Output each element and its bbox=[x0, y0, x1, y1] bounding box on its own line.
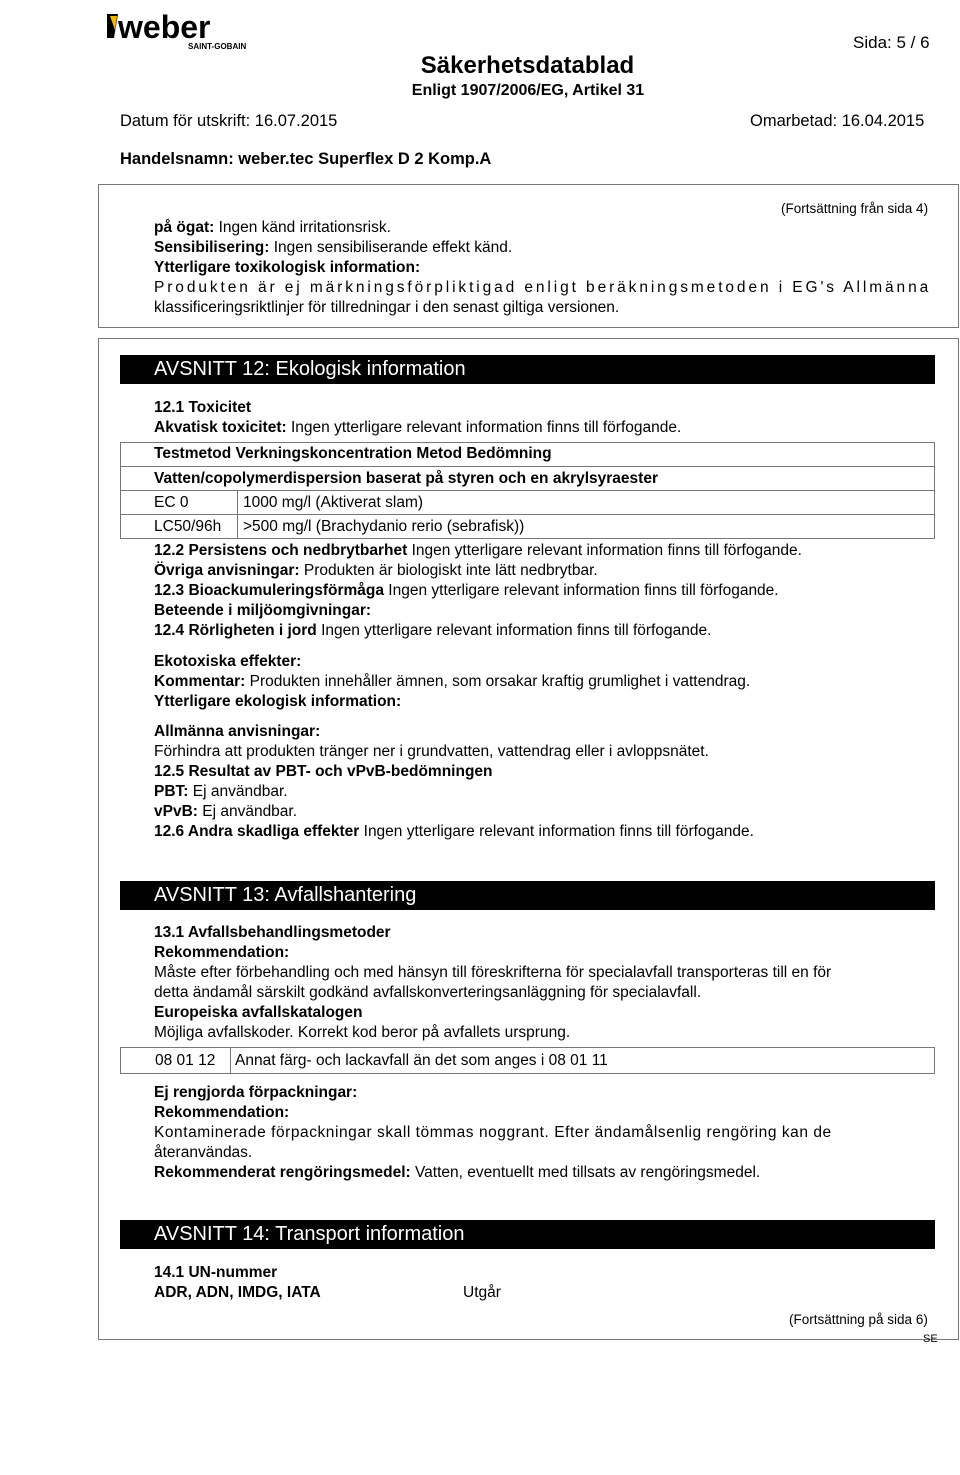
other-text: Produkten är biologiskt inte lätt nedbrytbar. bbox=[299, 562, 598, 579]
behaviour-label: Beteende i miljöomgivningar: bbox=[154, 602, 372, 619]
eye-label: på ögat: bbox=[154, 219, 215, 236]
test-method: EC 0 bbox=[121, 491, 238, 515]
sens-text: Ingen sensibiliserande effekt känd. bbox=[269, 239, 513, 256]
s12-4-text: Ingen ytterligare relevant information finns till förfogande. bbox=[316, 622, 712, 639]
pbt bbox=[154, 783, 288, 801]
test-value: >500 mg/l (Brachydanio rerio (sebrafisk)) bbox=[238, 515, 935, 539]
brand-sub-text: SAINT-GOBAIN bbox=[188, 42, 247, 51]
s14-1-heading: 14.1 UN-nummer bbox=[154, 1264, 278, 1281]
persistence bbox=[154, 542, 802, 560]
catalog-label: Europeiska avfallskatalogen bbox=[154, 1004, 363, 1021]
eye-effect bbox=[154, 219, 391, 237]
waste-description: Annat färg- och lackavfall än det som anges i 08 01 11 bbox=[231, 1048, 935, 1074]
document-title: Säkerhetsdatablad bbox=[420, 52, 635, 79]
pbt-label: PBT: bbox=[154, 783, 189, 800]
recommendation-line2: detta ändamål särskilt godkänd avfallskonverteringsanläggning för specialavfall. bbox=[154, 984, 702, 1001]
cleaning-agent bbox=[154, 1164, 760, 1182]
more-eco-label: Ytterligare ekologisk information: bbox=[154, 693, 402, 710]
trade-name: Handelsnamn: weber.tec Superflex D 2 Komp.A bbox=[120, 150, 492, 168]
continued-on-note: (Fortsättning på sida 6) bbox=[789, 1312, 928, 1327]
s12-3-label: 12.3 Bioackumuleringsförmåga bbox=[154, 582, 384, 599]
s12-2-label: 12.2 Persistens och nedbrytbarhet bbox=[154, 542, 408, 559]
section-13-heading: AVSNITT 13: Avfallshantering bbox=[120, 881, 935, 910]
recommendation2-line2: återanvändas. bbox=[154, 1144, 253, 1161]
s12-6-text: Ingen ytterligare relevant information finns till förfogande. bbox=[359, 823, 754, 840]
comment bbox=[154, 673, 750, 691]
other-notes bbox=[154, 562, 598, 580]
general-text: Förhindra att produkten tränger ner i grundvatten, vattendrag eller i avloppsnätet. bbox=[154, 743, 709, 760]
pbt-text: Ej användbar. bbox=[188, 783, 288, 800]
tox-info-line1: Produkten är ej märkningsförpliktigad enligt beräkningsmetoden i EG's Allmänna bbox=[154, 279, 932, 296]
test-method: LC50/96h bbox=[121, 515, 238, 539]
test-value: 1000 mg/l (Aktiverat slam) bbox=[238, 491, 935, 515]
print-date: Datum för utskrift: 16.07.2015 bbox=[120, 112, 338, 130]
weber-logo bbox=[104, 8, 254, 52]
recommendation-line1: Måste efter förbehandling och med hänsyn till föreskrifterna för specialavfall transporteras till en för bbox=[154, 964, 832, 981]
recommendation2-label: Rekommendation: bbox=[154, 1104, 290, 1121]
cleaning-text: Vatten, eventuellt med tillsats av rengöringsmedel. bbox=[410, 1164, 761, 1181]
tox-info-line2: klassificeringsriktlinjer för tillredningar i den senast giltiga versionen. bbox=[154, 299, 620, 316]
cleaning-label: Rekommenderat rengöringsmedel: bbox=[154, 1164, 411, 1181]
waste-code-table bbox=[120, 1047, 935, 1074]
adr-label: ADR, ADN, IMDG, IATA bbox=[154, 1284, 321, 1301]
s12-2-text: Ingen ytterligare relevant information finns till förfogande. bbox=[407, 542, 802, 559]
document-subtitle: Enligt 1907/2006/EG, Artikel 31 bbox=[411, 82, 645, 99]
vpvb-label: vPvB: bbox=[154, 803, 198, 820]
comment-text: Produkten innehåller ämnen, som orsakar kraftig grumlighet i vattendrag. bbox=[245, 673, 751, 690]
substance-name: Vatten/copolymerdispersion baserat på styren och en akrylsyraester bbox=[121, 467, 935, 491]
revision-date: Omarbetad: 16.04.2015 bbox=[750, 112, 925, 130]
s12-5-heading: 12.5 Resultat av PBT- och vPvB-bedömningen bbox=[154, 763, 493, 780]
sens-label: Sensibilisering: bbox=[154, 239, 270, 256]
continued-from-note: (Fortsättning från sida 4) bbox=[781, 201, 929, 216]
soil-mobility bbox=[154, 622, 711, 640]
sensitisation bbox=[154, 239, 512, 257]
comment-label: Kommentar: bbox=[154, 673, 246, 690]
aquatic-label: Akvatisk toxicitet: bbox=[154, 419, 287, 436]
table-row bbox=[121, 491, 935, 515]
recommendation2-line1: Kontaminerade förpackningar skall tömmas noggrant. Efter ändamålsenlig rengöring kan de bbox=[154, 1124, 832, 1141]
waste-code: 08 01 12 bbox=[121, 1048, 231, 1074]
table-row bbox=[121, 515, 935, 539]
eye-text: Ingen känd irritationsrisk. bbox=[214, 219, 391, 236]
s12-1-heading: 12.1 Toxicitet bbox=[154, 399, 252, 416]
other-label: Övriga anvisningar: bbox=[154, 562, 300, 579]
catalog-text: Möjliga avfallskoder. Korrekt kod beror på avfallets ursprung. bbox=[154, 1024, 571, 1041]
tox-info-label: Ytterligare toxikologisk information: bbox=[154, 259, 421, 276]
page-number: Sida: 5 / 6 bbox=[853, 33, 930, 52]
adr-value: Utgår bbox=[463, 1284, 501, 1301]
table-row bbox=[121, 1048, 935, 1074]
brand-text: weber bbox=[118, 9, 211, 45]
vpvb bbox=[154, 803, 297, 821]
general-label: Allmänna anvisningar: bbox=[154, 723, 321, 740]
language-code: SE bbox=[923, 1333, 938, 1345]
toxicity-table bbox=[120, 466, 935, 539]
table-row bbox=[121, 467, 935, 491]
unclean-packaging-label: Ej rengjorda förpackningar: bbox=[154, 1084, 358, 1101]
bioaccumulation bbox=[154, 582, 779, 600]
aquatic-text: Ingen ytterligare relevant information finns till förfogande. bbox=[286, 419, 682, 436]
section-14-heading: AVSNITT 14: Transport information bbox=[120, 1220, 935, 1249]
section-12-heading: AVSNITT 12: Ekologisk information bbox=[120, 355, 935, 384]
ecotox-label: Ekotoxiska effekter: bbox=[154, 653, 302, 670]
s12-4-label: 12.4 Rörligheten i jord bbox=[154, 622, 317, 639]
vpvb-text: Ej användbar. bbox=[197, 803, 298, 820]
s12-3-text: Ingen ytterligare relevant information finns till förfogande. bbox=[384, 582, 779, 599]
other-effects bbox=[154, 823, 754, 841]
s12-6-label: 12.6 Andra skadliga effekter bbox=[154, 823, 360, 840]
tox-table-header: Testmetod Verkningskoncentration Metod Bedömning bbox=[154, 445, 552, 462]
aquatic-toxicity bbox=[154, 419, 681, 437]
recommendation-label: Rekommendation: bbox=[154, 944, 290, 961]
s13-1-heading: 13.1 Avfallsbehandlingsmetoder bbox=[154, 924, 391, 941]
